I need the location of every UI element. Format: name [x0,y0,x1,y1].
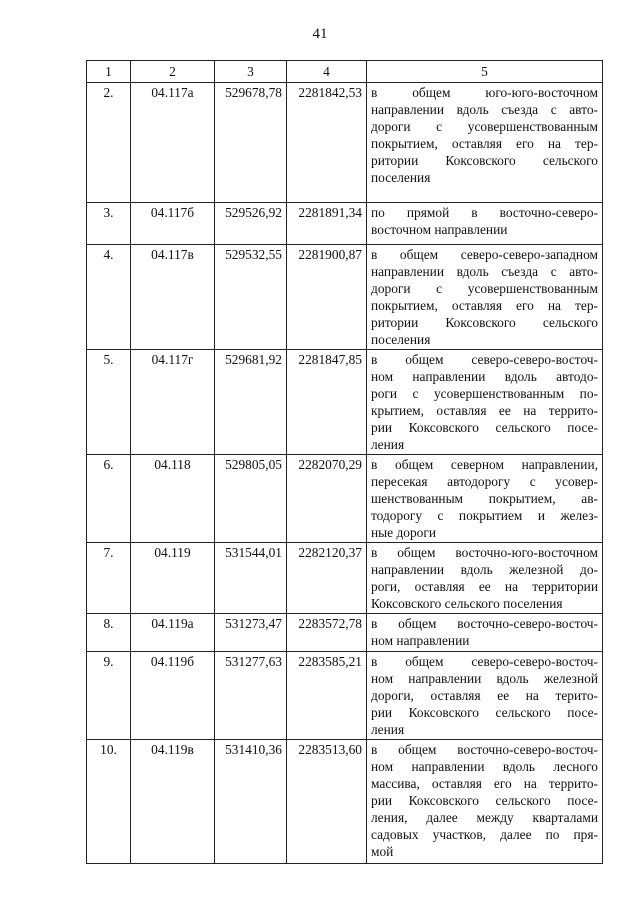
table-row [87,455,603,543]
coordinate-x: 529805,05 [215,455,287,543]
description-line: дороги с усовершенствованным [371,281,598,296]
description-line: ном направлении вдоль автодо- [371,369,598,384]
description-line: в общем северо-северо-западном [371,247,598,262]
page-number: 41 [312,26,328,42]
point-id: 04.119б [131,652,215,740]
coordinate-y: 2283585,21 [287,652,367,740]
coordinate-x: 529532,55 [215,245,287,350]
route-description [367,614,603,652]
description-line: ном направлении [371,633,470,648]
description-line: поселения [371,332,431,347]
point-id: 04.119в [131,740,215,864]
coordinate-x: 529681,92 [215,350,287,455]
description-line: ритории Коксовского сельского [371,153,598,168]
point-id: 04.119а [131,614,215,652]
coordinate-x: 531277,63 [215,652,287,740]
description-line: Коксовского сельского поселения [371,596,563,611]
description-line: в общем восточно-северо-восточ- [371,616,598,631]
description-line: в общем восточно-северо-восточ- [371,742,598,757]
coordinate-x: 529678,78 [215,83,287,203]
description-line: в общем северо-северо-восточ- [371,654,598,669]
table-row [87,543,603,614]
route-description [367,740,603,864]
point-id: 04.118 [131,455,215,543]
column-header-5: 5 [367,61,603,83]
description-line: дороги с усовершенствованным [371,119,598,134]
row-number: 8. [87,614,131,652]
description-line: покрытием, оставляя его на тер- [371,136,598,151]
description-line: направлении вдоль съезда с авто- [371,264,598,279]
description-line: ные дороги [371,525,437,540]
description-line: дороги, оставляя ее на терито- [371,688,598,703]
coordinate-x: 529526,92 [215,203,287,245]
description-line: мой [371,844,394,859]
description-line: рии Коксовского сельского посе- [371,420,598,435]
row-number: 2. [87,83,131,203]
table-row [87,83,603,203]
column-header-2: 2 [131,61,215,83]
description-line: ления, далее между кварталами [371,810,598,825]
row-number: 6. [87,455,131,543]
description-line: тодорогу с покрытием и желез- [371,508,598,523]
description-line: поселения [371,170,431,185]
point-id: 04.119 [131,543,215,614]
description-line: ном направлении вдоль железной [371,671,598,686]
table-row [87,245,603,350]
description-line: пересекая автодорогу с усовер- [371,474,598,489]
table-row [87,350,603,455]
row-number: 7. [87,543,131,614]
description-line: покрытием, оставляя его на тер- [371,298,598,313]
description-line: в общем восточно-юго-восточном [371,545,598,560]
description-line: направлении вдоль железной до- [371,562,598,577]
description-line: рии Коксовского сельского посе- [371,793,598,808]
description-line: в общем северном направлении, [371,457,598,472]
route-description [367,245,603,350]
column-header-4: 4 [287,61,367,83]
description-line: по прямой в восточно-северо- [371,205,598,220]
description-line: ления [371,437,405,452]
row-number: 4. [87,245,131,350]
table-body [87,83,603,864]
row-number: 5. [87,350,131,455]
column-header-3: 3 [215,61,287,83]
coordinate-x: 531410,36 [215,740,287,864]
table-row [87,203,603,245]
description-line: крытием, оставляя ее на террито- [371,403,598,418]
point-id: 04.117в [131,245,215,350]
description-line: в общем юго-юго-восточном [371,85,598,100]
table-row [87,740,603,864]
description-line: ления [371,722,405,737]
description-line: роги с усовершенствованным по- [371,386,598,401]
route-description [367,455,603,543]
route-description [367,543,603,614]
description-line: роги, оставляя ее на территории [371,579,598,594]
point-id: 04.117б [131,203,215,245]
coordinates-table [86,60,603,864]
description-line: ритории Коксовского сельского [371,315,598,330]
row-number: 10. [87,740,131,864]
route-description [367,652,603,740]
table-header-row [87,61,603,83]
coordinate-y: 2283572,78 [287,614,367,652]
route-description [367,83,603,203]
column-header-1: 1 [87,61,131,83]
coordinate-y: 2282070,29 [287,455,367,543]
coordinate-y: 2281900,87 [287,245,367,350]
coordinate-y: 2281891,34 [287,203,367,245]
route-description [367,350,603,455]
description-line: в общем северо-северо-восточ- [371,352,598,367]
description-line: рии Коксовского сельского посе- [371,705,598,720]
row-number: 3. [87,203,131,245]
description-line: ном направлении вдоль лесного [371,759,598,774]
coordinate-y: 2282120,37 [287,543,367,614]
description-line: шенствованным покрытием, ав- [371,491,598,506]
coordinate-y: 2281847,85 [287,350,367,455]
coordinate-x: 531544,01 [215,543,287,614]
description-line: массива, оставляя его на террито- [371,776,598,791]
coordinate-y: 2283513,60 [287,740,367,864]
table-row [87,652,603,740]
route-description [367,203,603,245]
description-line: восточном направлении [371,222,508,237]
table-row [87,614,603,652]
point-id: 04.117а [131,83,215,203]
coordinate-y: 2281842,53 [287,83,367,203]
point-id: 04.117г [131,350,215,455]
coordinate-x: 531273,47 [215,614,287,652]
description-line: садовых участков, далее по пря- [371,827,598,842]
row-number: 9. [87,652,131,740]
description-line: направлении вдоль съезда с авто- [371,102,598,117]
